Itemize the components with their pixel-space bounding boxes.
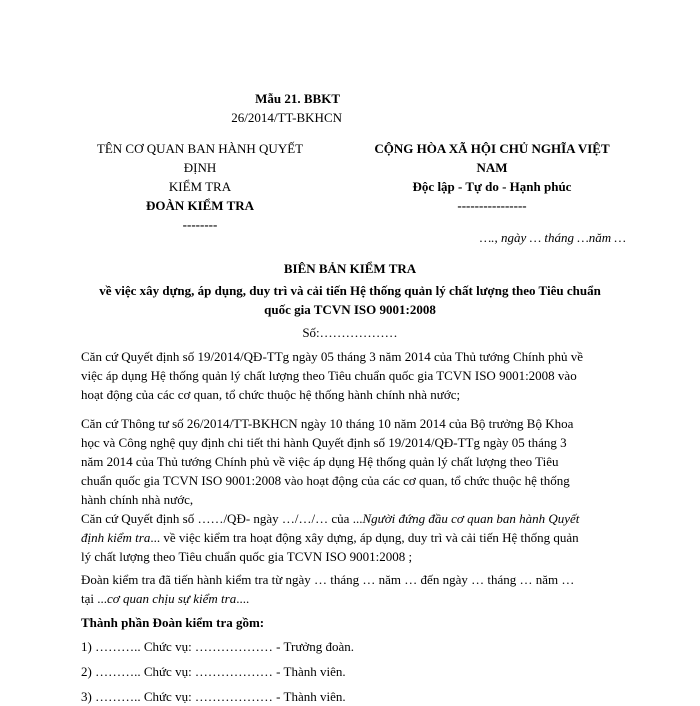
legal-basis-paragraph-1	[81, 347, 621, 404]
paragraph-line: lý chất lượng theo Tiêu chuẩn quốc gia TCVN ISO 9001:2008 ;	[81, 549, 413, 564]
form-reference: 26/2014/TT-BKHCN	[231, 110, 342, 125]
paragraph-line: Căn cứ Quyết định số 19/2014/QĐ-TTg ngày 05 tháng 3 năm 2014 của Thủ tướng Chính phủ về	[81, 349, 584, 364]
paragraph-line: chuẩn quốc gia TCVN ISO 9001:2008 vào hoạt động của các cơ quan, tổ chức thuộc hệ thống	[81, 473, 570, 488]
national-motto: Độc lập - Tự do - Hạnh phúc	[412, 179, 572, 194]
paragraph-line: hành chính nhà nước,	[81, 492, 194, 507]
agency-name-line2: KIỂM TRA	[168, 179, 232, 194]
right-separator: ----------------	[457, 198, 527, 213]
date-line: …., ngày … tháng …năm …	[479, 230, 626, 245]
left-separator: --------	[182, 217, 218, 232]
paragraph-line: Đoàn kiểm tra đã tiến hành kiểm tra từ ngày … tháng … năm … đến ngày … tháng … năm …	[81, 572, 575, 587]
issuing-agency-header	[80, 139, 320, 234]
document-subtitle	[80, 281, 620, 319]
paragraph-text: ....	[236, 591, 250, 606]
subtitle-line-2: quốc gia TCVN ISO 9001:2008	[264, 302, 436, 317]
placeholder-text: Người đứng đầu cơ quan ban hành Quyết	[362, 511, 580, 526]
team-member-item: 2) ……….. Chức vụ: ……………… - Thành viên.	[81, 664, 346, 679]
team-member-item: 1) ……….. Chức vụ: ……………… - Trưởng đoàn.	[81, 639, 355, 654]
paragraph-text: ... về việc kiểm tra hoạt động xây dựng, áp dụng, duy trì và cải tiến Hệ thống quản	[150, 530, 579, 545]
team-member-item: 3) ……….. Chức vụ: ……………… - Thành viên.	[81, 689, 346, 704]
paragraph-line	[81, 528, 621, 547]
paragraph-line	[81, 509, 621, 528]
placeholder-text: cơ quan chịu sự kiểm tra	[107, 591, 237, 606]
team-composition-heading: Thành phần Đoàn kiểm tra gồm:	[81, 615, 265, 630]
country-name-line2: NAM	[476, 160, 508, 175]
inspection-team-name: ĐOÀN KIỂM TRA	[145, 198, 255, 213]
document-number: Số:………………	[302, 325, 398, 340]
document-title: BIÊN BẢN KIỂM TRA	[283, 261, 417, 276]
paragraph-text: Căn cứ Quyết định số ……/QĐ- ngày …/…/… của ...	[81, 511, 363, 526]
paragraph-line: hoạt động của các cơ quan, tổ chức thuộc hệ thống hành chính nhà nước;	[81, 387, 461, 402]
placeholder-text: định kiểm tra	[81, 530, 151, 545]
agency-name-line1: TÊN CƠ QUAN BAN HÀNH QUYẾT ĐỊNH	[96, 141, 304, 175]
national-header	[358, 139, 626, 215]
paragraph-line: việc áp dụng Hệ thống quản lý chất lượng theo Tiêu chuẩn quốc gia TCVN ISO 9001:2008 vào	[81, 368, 577, 383]
paragraph-line: năm 2014 của Thủ tướng Chính phủ về việc áp dụng Hệ thống quản lý chất lượng theo Tiêu	[81, 454, 559, 469]
country-name-line1: CỘNG HÒA XÃ HỘI CHỦ NGHĨA VIỆT	[374, 141, 610, 156]
paragraph-line	[81, 589, 621, 608]
inspection-period-paragraph	[81, 570, 621, 608]
legal-basis-paragraph-2	[81, 414, 621, 509]
form-code: Mẫu 21. BBKT	[255, 91, 340, 106]
subtitle-line-1: về việc xây dựng, áp dụng, duy trì và cải tiến Hệ thống quản lý chất lượng theo Tiêu chuẩn	[99, 283, 601, 298]
legal-basis-paragraph-3	[81, 509, 621, 566]
paragraph-text: tại ...	[81, 591, 107, 606]
paragraph-line: Căn cứ Thông tư số 26/2014/TT-BKHCN ngày 10 tháng 10 năm 2014 của Bộ trưởng Bộ Khoa	[81, 416, 574, 431]
paragraph-line: học và Công nghệ quy định chi tiết thi hành Quyết định số 19/2014/QĐ-TTg ngày 05 tháng 3	[81, 435, 567, 450]
